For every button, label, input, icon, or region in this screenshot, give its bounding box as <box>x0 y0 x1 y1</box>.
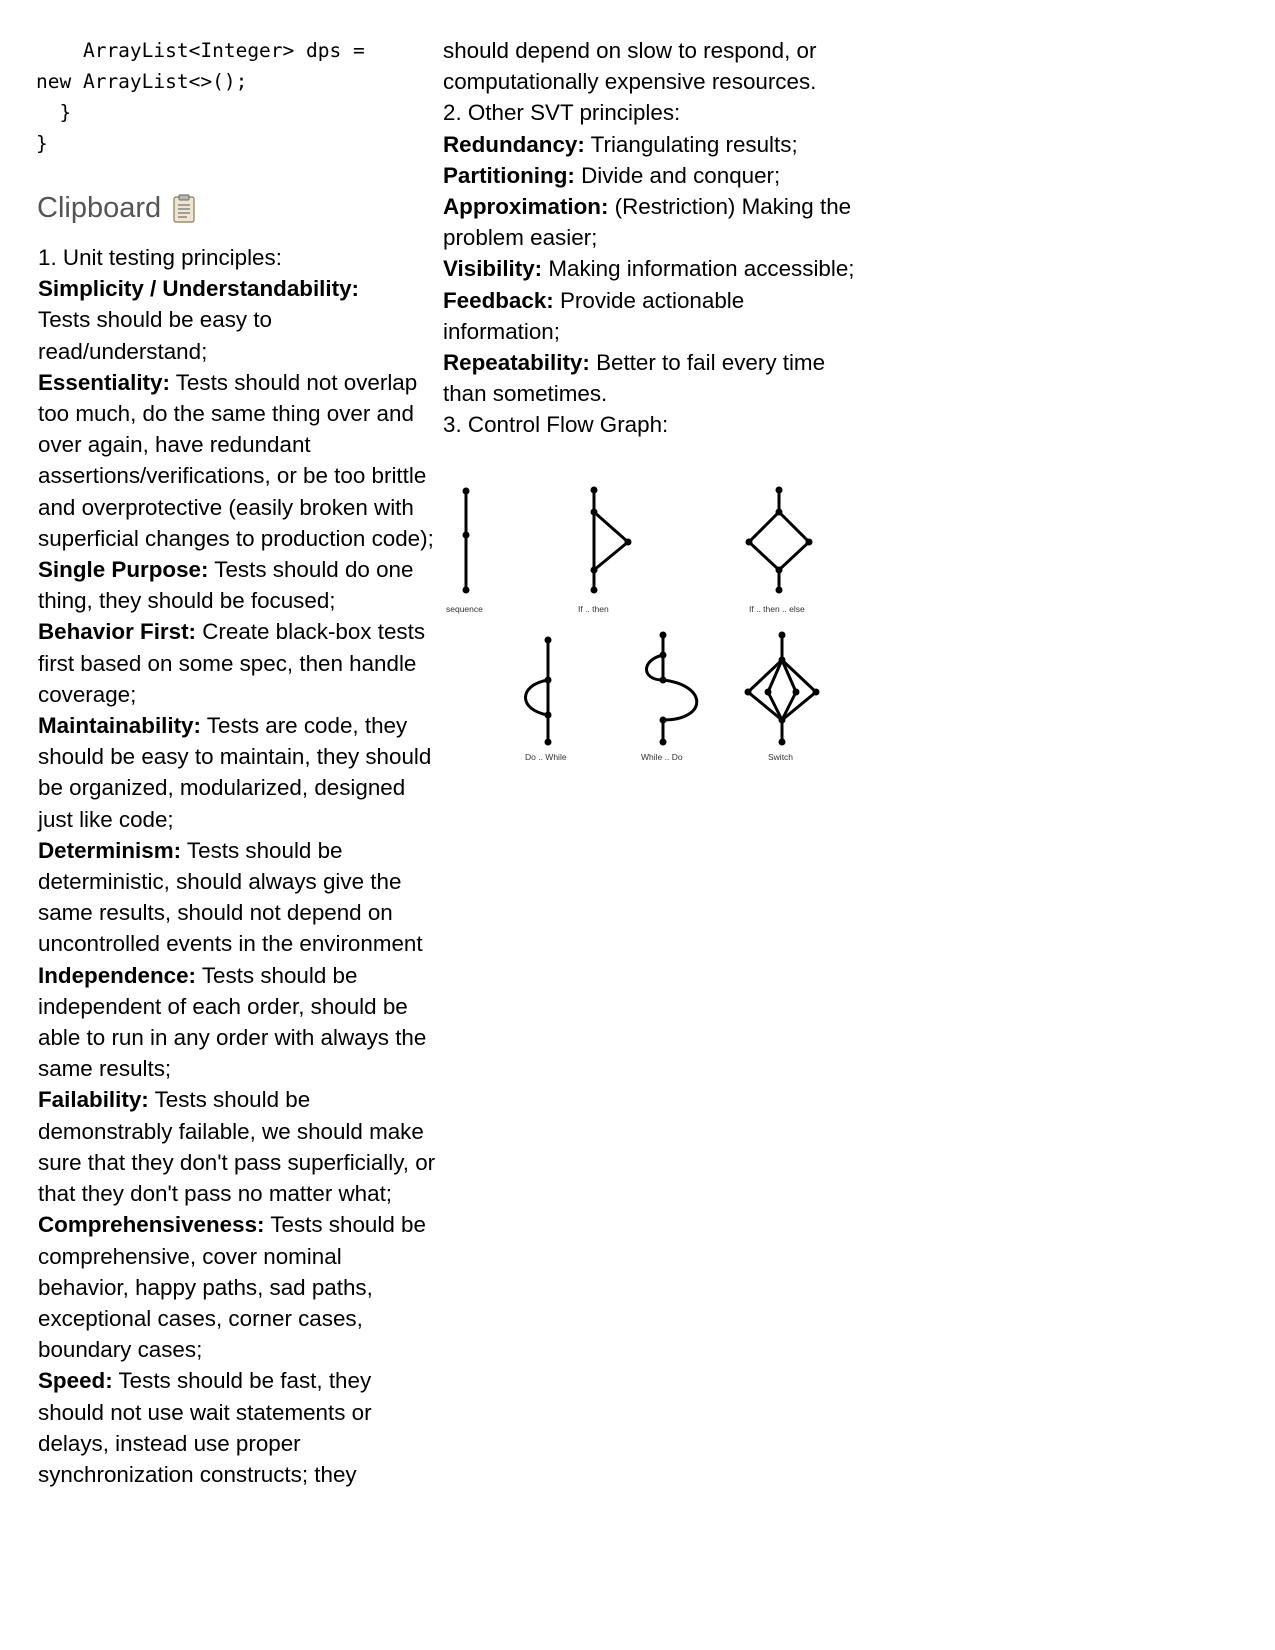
principle-text: Create black-box tests first based on some spec, then handle coverage; <box>38 619 426 707</box>
clipboard-heading <box>37 192 195 225</box>
cfg-label-while-do: While .. Do <box>641 752 683 762</box>
cfg-label-do-while: Do .. While <box>525 752 567 762</box>
section-heading: 1. Unit testing principles: <box>38 245 282 270</box>
principle-independence <box>38 960 438 1085</box>
principle-failability <box>38 1084 438 1209</box>
speed-continuation: should depend on slow to respond, or computationally expensive resources. <box>443 38 817 95</box>
principle-determinism <box>38 835 438 960</box>
principle-text: Triangulating results; <box>590 131 798 157</box>
principle-name: Visibility: <box>443 256 543 282</box>
principle-text: Better to fail every time than sometimes. <box>443 350 826 407</box>
principle-text: (Restriction) Making the problem easier; <box>443 194 852 251</box>
principle-text: Divide and conquer; <box>581 162 781 188</box>
principle-visibility <box>443 253 863 284</box>
principle-name: Redundancy: <box>443 131 585 157</box>
principle-name: Speed: <box>38 1368 113 1394</box>
code-line: new ArrayList<>(); <box>36 70 248 93</box>
code-snippet <box>36 35 365 159</box>
principle-text: Tests should be demonstrably failable, we should make sure that they don't pass superficially, or that they don't pass no matter what; <box>38 1087 436 1207</box>
cfg-label-switch: Switch <box>768 752 794 762</box>
if-then-graph <box>591 487 632 594</box>
switch-graph <box>745 632 820 746</box>
principle-name: Determinism: <box>38 837 182 863</box>
cfg-label-sequence: sequence <box>446 604 483 614</box>
if-then-else-graph <box>746 487 813 594</box>
principle-text: Making information accessible; <box>548 256 855 282</box>
svt-section <box>443 35 863 441</box>
principle-text: Tests should do one thing, they should be focused; <box>38 557 414 614</box>
do-while-graph <box>526 637 552 746</box>
code-line: } <box>36 101 72 124</box>
principle-name: Simplicity / Understandability: <box>38 276 359 302</box>
principle-name: Essentiality: <box>38 369 170 395</box>
principle-name: Failability: <box>38 1087 149 1113</box>
principle-text: Tests should be independent of each order, should be able to run in any order with always the same results; <box>38 962 427 1082</box>
principle-name: Single Purpose: <box>38 557 209 583</box>
principle-text: Tests are code, they should be easy to maintain, they should be organized, modularized, designed just like code; <box>38 713 432 832</box>
principle-simplicity <box>38 273 438 367</box>
cfg-label-if-then: If .. then <box>578 604 609 614</box>
principle-feedback <box>443 285 863 347</box>
section-heading: 3. Control Flow Graph: <box>443 412 669 438</box>
principle-comprehensiveness <box>38 1209 438 1365</box>
principle-speed <box>38 1365 438 1490</box>
principle-text: Tests should not overlap too much, do the same thing over and over again, have redundant assertions/verifications, or be too brittle and overprotective (easily broken with superficial changes to production code); <box>38 369 434 551</box>
principle-redundancy <box>443 129 863 160</box>
section-heading: 2. Other SVT principles: <box>443 100 681 126</box>
principle-name: Behavior First: <box>38 619 197 645</box>
principle-text: Tests should be easy to read/understand; <box>38 307 272 364</box>
cfg-label-if-then-else: If .. then .. else <box>749 604 805 614</box>
sequence-graph <box>463 488 470 594</box>
clipboard-icon <box>173 194 195 223</box>
principle-partitioning <box>443 160 863 191</box>
principle-approximation <box>443 191 863 253</box>
control-flow-graph-figure <box>443 480 863 790</box>
principle-repeatability <box>443 347 863 409</box>
principle-name: Approximation: <box>443 194 609 220</box>
principle-maintainability <box>38 710 438 835</box>
unit-testing-section <box>38 242 438 1490</box>
principle-name: Maintainability: <box>38 713 201 739</box>
principle-name: Repeatability: <box>443 350 590 376</box>
principle-text: Provide actionable information; <box>443 287 745 344</box>
principle-behavior-first <box>38 616 438 710</box>
principle-text-part1: Tests should be fast, they should not use wait statements or delays, instead use proper synchronization constructs; they <box>38 1368 372 1487</box>
principle-text: Tests should be deterministic, should always give the same results, should not depend on uncontrolled events in the environment <box>38 837 423 957</box>
principle-single-purpose <box>38 554 438 616</box>
code-line: } <box>36 132 48 155</box>
principle-text: Tests should be comprehensive, cover nominal behavior, happy paths, sad paths, exceptional cases, corner cases, boundary cases; <box>38 1212 426 1363</box>
clipboard-title: Clipboard <box>37 192 162 224</box>
principle-name: Feedback: <box>443 287 554 313</box>
principle-name: Partitioning: <box>443 162 575 188</box>
principle-essentiality <box>38 367 438 554</box>
principle-name: Independence: <box>38 962 197 988</box>
principle-name: Comprehensiveness: <box>38 1212 265 1238</box>
code-line: ArrayList<Integer> dps = <box>36 39 365 62</box>
while-do-graph <box>647 632 697 746</box>
